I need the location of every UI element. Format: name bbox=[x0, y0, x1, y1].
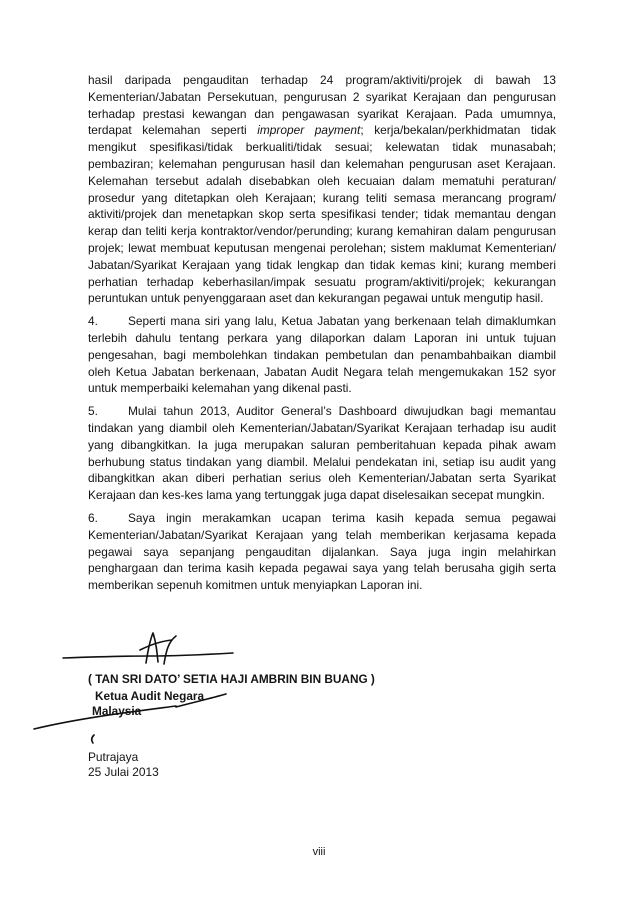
signatory-name: ( TAN SRI DATO’ SETIA HAJI AMBRIN BIN BUANG ) bbox=[88, 672, 375, 686]
text-line: penghargaan dan terima kasih kepada pegawai saya yang telah berusaha gigih serta bbox=[88, 561, 556, 576]
text-line: berhubung status tindakan yang diambil. Melalui pendekatan ini, setiap isu audit yang bbox=[88, 454, 556, 469]
text-segment: Seperti mana siri yang lalu, Ketua Jabatan yang berkenaan telah dimaklumkan bbox=[128, 314, 556, 329]
text-line: memberikan sepenuh komitmen untuk menyiapkan Laporan ini. bbox=[88, 578, 423, 593]
text-line: Kementerian/Jabatan/Syarikat Kerajaan yang telah memberikan kerjasama kepada bbox=[88, 527, 556, 542]
page-number: viii bbox=[312, 846, 326, 858]
text-line: kerap dan teliti kerja kontraktor/vendor/perunding; kurang kemahiran dalam pengurusan bbox=[88, 224, 556, 239]
text-line bbox=[88, 510, 556, 527]
text-line: terlebih dahulu tentang perkara yang dilaporkan dalam Laporan ini untuk tujuan bbox=[88, 330, 556, 345]
text-line: pegawai saya sepanjang pengauditan dijalankan. Saya juga ingin melahirkan bbox=[88, 544, 556, 559]
text-line: perhatian terhadap keberhasilan/impak sesuatu program/aktiviti/projek; kekurangan bbox=[88, 274, 556, 289]
text-line: aktiviti/projek dan menetapkan skop serta spesifikasi tender; tidak memantau dengan bbox=[88, 207, 556, 222]
text-line: Kerajaan dan kes-kes lama yang tertunggak juga dapat diselesaikan secepat mungkin. bbox=[88, 488, 545, 503]
text-segment: Mulai tahun 2013, Auditor General’s Dashboard diwujudkan bagi memantau bbox=[128, 404, 556, 419]
text-segment: Saya ingin merakamkan ucapan terima kasih kepada semua pegawai bbox=[128, 510, 556, 525]
text-line: dibangkitkan akan diberi perhatian serius oleh Kementerian/Jabatan serta Syarikat bbox=[88, 471, 556, 486]
date: 25 Julai 2013 bbox=[88, 765, 159, 779]
text-line: peruntukan untuk penyenggaraan aset dan kekurangan pegawai untuk mengutip hasil. bbox=[88, 291, 544, 306]
text-line: mengikut spesifikasi/tidak berkualiti/tidak sesuai; kelewatan tidak munasabah; bbox=[88, 140, 556, 155]
paragraph-4 bbox=[88, 313, 556, 397]
paragraph-number: 5. bbox=[88, 404, 98, 419]
text-line: oleh Ketua Jabatan berkenaan, Jabatan Audit Negara telah mengemukakan 152 syor bbox=[88, 364, 556, 379]
paragraph-number: 6. bbox=[88, 510, 98, 525]
text-line: pengesahan, bagi membolehkan tindakan pembetulan dan penambahbaikan diambil bbox=[88, 347, 556, 362]
body-text bbox=[88, 72, 556, 600]
text-segment: terdapat kelemahan seperti bbox=[88, 123, 258, 138]
text-line: Jabatan/Syarikat Kerajaan yang tidak lengkap dan tidak kemas kini; kurang memberi bbox=[88, 257, 556, 272]
paragraph-number: 4. bbox=[88, 314, 98, 329]
signatory-country: Malaysia bbox=[92, 704, 142, 718]
text-line bbox=[88, 313, 556, 330]
text-line: Kelemahan tersebut adalah disebabkan oleh kecuaian dalam mematuhi peraturan/ bbox=[88, 173, 556, 188]
signatory-title: Ketua Audit Negara bbox=[95, 689, 205, 703]
emphasis-text: improper payment bbox=[257, 123, 361, 138]
text-line: tindakan yang diambil oleh Kementerian/Jabatan/Syarikat Kerajaan terhadap isu audit bbox=[88, 420, 556, 435]
paragraph-6 bbox=[88, 510, 556, 594]
paragraph-5 bbox=[88, 403, 556, 504]
text-line: Kementerian/Jabatan Persekutuan, pengurusan 2 syarikat Kerajaan dan pengurusan bbox=[88, 89, 556, 104]
text-line: hasil daripada pengauditan terhadap 24 program/aktiviti/projek di bawah 13 bbox=[88, 73, 556, 87]
text-segment: ; kerja/bekalan/perkhidmatan tidak bbox=[360, 123, 557, 138]
text-line: pembaziran; kelemahan pengurusan hasil dan kelemahan pengurusan aset Kerajaan. bbox=[88, 156, 556, 171]
text-line: terhadap prestasi kewangan dan pengawasan syarikat Kerajaan. Pada umumnya, bbox=[88, 106, 556, 121]
paragraph-continuation bbox=[88, 72, 556, 307]
text-line: yang dibangkitkan. Ia juga merupakan saluran pemberitahuan kepada pihak awam bbox=[88, 437, 556, 452]
text-line bbox=[88, 403, 556, 420]
place: Putrajaya bbox=[88, 750, 139, 764]
text-line: untuk memperbaiki kelemahan yang dikenal pasti. bbox=[88, 381, 352, 396]
text-line: projek; lewat membuat keputusan mengenai perolehan; sistem maklumat Kementerian/ bbox=[88, 240, 556, 255]
text-line: prosedur yang ditetapkan oleh Kerajaan; kurang teliti semasa merancang program/ bbox=[88, 190, 556, 205]
text-line bbox=[88, 122, 556, 139]
